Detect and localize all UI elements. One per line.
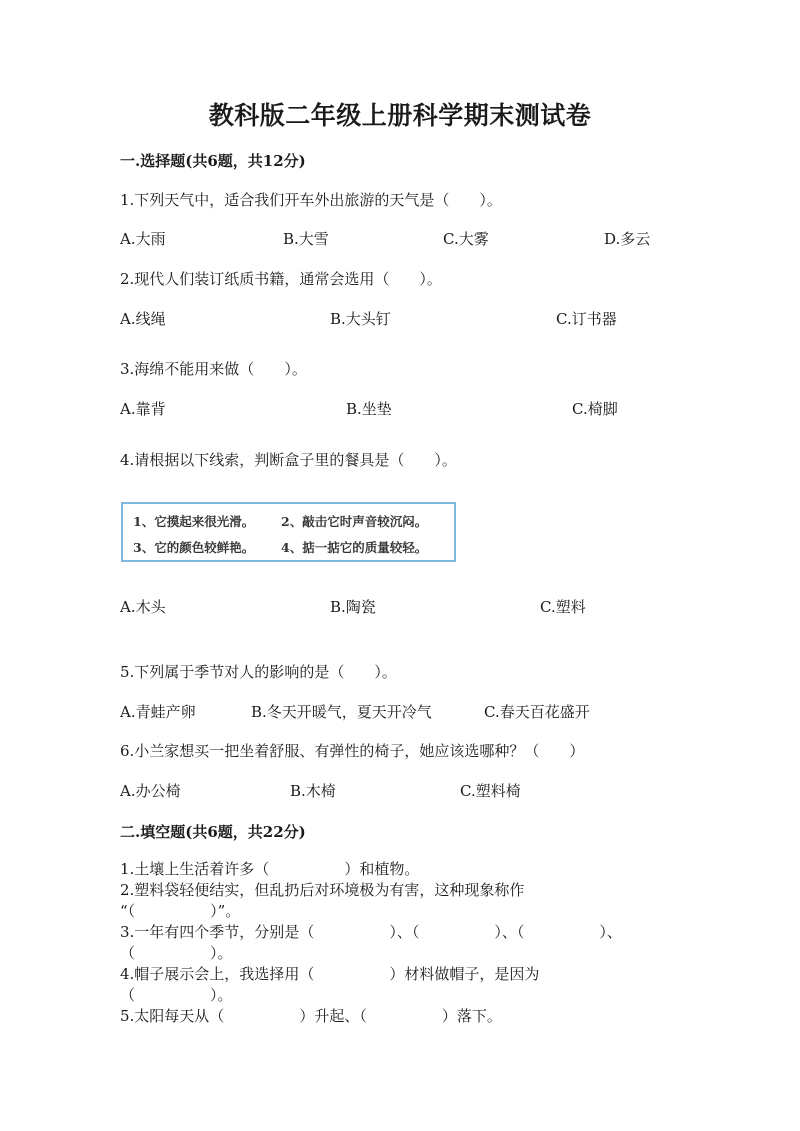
clue-2: 2、敲击它时声音较沉闷。: [281, 514, 428, 529]
q1-option-a[interactable]: A.大雨: [120, 230, 166, 248]
question-stem-6: 6.小兰家想买一把坐着舒服、有弹性的椅子，她应该选哪种？（ ）: [120, 742, 585, 760]
q2-option-c[interactable]: C.订书器: [556, 310, 617, 328]
q4-option-a[interactable]: A.木头: [120, 598, 166, 616]
question-stem-2: 2.现代人们装订纸质书籍，通常会选用（ ）。: [120, 270, 442, 288]
clue-1: 1、它摸起来很光滑。: [133, 514, 255, 529]
q2-option-a[interactable]: A.线绳: [120, 310, 166, 328]
q4-option-b[interactable]: B.陶瓷: [330, 598, 376, 616]
q6-option-c[interactable]: C.塑料椅: [460, 782, 521, 800]
section-heading-choice: 一.选择题(共6题，共12分): [120, 152, 306, 170]
q1-option-d[interactable]: D.多云: [604, 230, 651, 248]
question-stem-1: 1.下列天气中，适合我们开车外出旅游的天气是（ ）。: [120, 191, 502, 209]
fill-line-3-cont: （ ）。: [120, 944, 233, 962]
q2-option-b[interactable]: B.大头钉: [330, 310, 391, 328]
clue-3: 3、它的颜色较鲜艳。: [133, 540, 255, 555]
q5-option-c[interactable]: C.春天百花盛开: [484, 703, 590, 721]
fill-line-1: 1.土壤上生活着许多（ ）和植物。: [120, 860, 420, 878]
q3-option-a[interactable]: A.靠背: [120, 400, 166, 418]
question-stem-5: 5.下列属于季节对人的影响的是（ ）。: [120, 663, 397, 681]
fill-line-2: 2.塑料袋轻便结实，但乱扔后对环境极为有害，这种现象称作: [120, 881, 525, 899]
section-heading-fill: 二.填空题(共6题，共22分): [120, 823, 306, 841]
q5-option-b[interactable]: B.冬天开暖气，夏天开冷气: [251, 703, 432, 721]
q3-option-b[interactable]: B.坐垫: [346, 400, 392, 418]
q3-option-c[interactable]: C.椅脚: [572, 400, 618, 418]
q1-option-b[interactable]: B.大雪: [283, 230, 329, 248]
fill-line-2-cont: “（ ）”。: [120, 902, 241, 920]
fill-line-5: 5.太阳每天从（ ）升起、（ ）落下。: [120, 1007, 502, 1025]
q1-option-c[interactable]: C.大雾: [443, 230, 489, 248]
fill-line-4-cont: （ ）。: [120, 986, 233, 1004]
clue-box: [121, 502, 456, 562]
question-stem-3: 3.海绵不能用来做（ ）。: [120, 360, 307, 378]
clue-4: 4、掂一掂它的质量较轻。: [281, 540, 428, 555]
page-title: 教科版二年级上册科学期末测试卷: [208, 101, 592, 130]
fill-line-4: 4.帽子展示会上，我选择用（ ）材料做帽子，是因为: [120, 965, 540, 983]
q5-option-a[interactable]: A.青蛙产卵: [120, 703, 196, 721]
q6-option-a[interactable]: A.办公椅: [120, 782, 181, 800]
fill-line-3: 3.一年有四个季节，分别是（ ）、（ ）、（ ）、: [120, 923, 622, 941]
q4-option-c[interactable]: C.塑料: [540, 598, 586, 616]
q6-option-b[interactable]: B.木椅: [290, 782, 336, 800]
question-stem-4: 4.请根据以下线索，判断盒子里的餐具是（ ）。: [120, 451, 457, 469]
